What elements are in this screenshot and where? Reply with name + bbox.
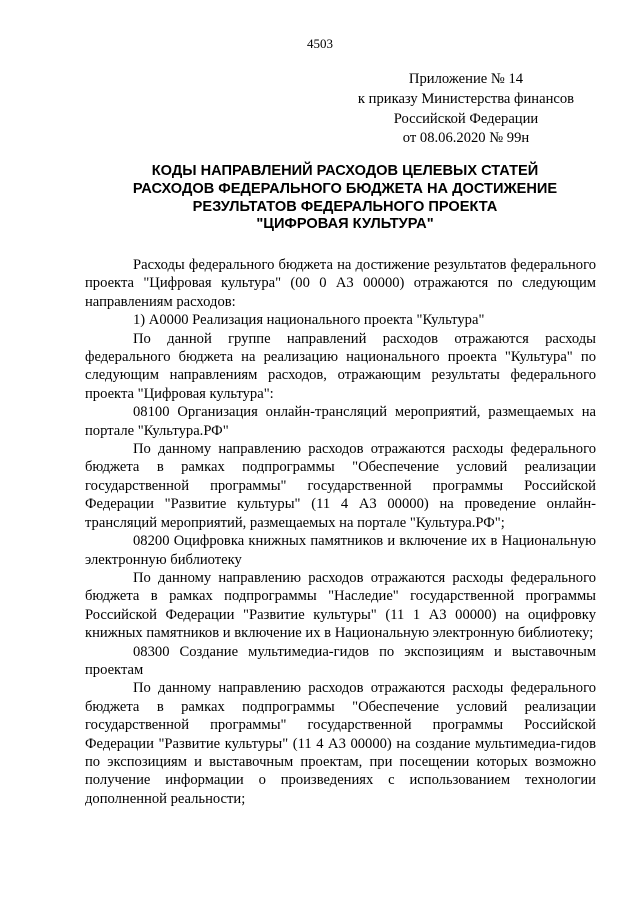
- title-line: КОДЫ НАПРАВЛЕНИЙ РАСХОДОВ ЦЕЛЕВЫХ СТАТЕЙ: [151, 163, 539, 179]
- title-line: "ЦИФРОВАЯ КУЛЬТУРА": [256, 216, 434, 233]
- approval-date: от 08.06.2020 № 99н: [402, 130, 530, 147]
- document-title: [82, 163, 608, 234]
- paragraph-code-08200: 08200 Оцифровка книжных памятников и включение их в Национальную электронную библиотеку: [85, 533, 596, 568]
- approval-order: к приказу Министерства финансов: [357, 90, 575, 107]
- page-number: 4503: [307, 36, 333, 51]
- paragraph-code-08300-description: По данному направлению расходов отражаются расходы федерального бюджета в рамках подпрограммы "Обеспечение условий реализации государственной программы" государственной программы Российской Федерации "Развитие культуры" (11 4 А3 00000) на создание мультимедиа-гидов по экспозициям и выставочным проектам, при посещении которых возможно получение информации о произведениях с использованием технологии дополненной реальности;: [85, 680, 596, 807]
- paragraph-code-08100-description: По данному направлению расходов отражаются расходы федерального бюджета в рамках подпрограммы "Обеспечение условий реализации государственной программы" государственной программы Российской Федерации "Развитие культуры" (11 4 А3 00000) на проведение онлайн-трансляций мероприятий, размещаемых на портале "Культура.РФ";: [85, 441, 596, 531]
- title-line: РАСХОДОВ ФЕДЕРАЛЬНОГО БЮДЖЕТА НА ДОСТИЖЕНИЕ: [132, 180, 558, 197]
- paragraph-section-heading: 1) А0000 Реализация национального проекта "Культура": [133, 312, 485, 329]
- approval-country: Российской Федерации: [393, 110, 539, 127]
- paragraph-code-08200-description: По данному направлению расходов отражаются расходы федерального бюджета в рамках подпрограммы "Наследие" государственной программы Российской Федерации "Развитие культуры" (11 1 А3 00000) на оцифровку книжных памятников и включение их в Национальную электронную библиотеку;: [85, 569, 596, 642]
- paragraph-intro: Расходы федерального бюджета на достижение результатов федерального проекта "Цифровая культура" (00 0 А3 00000) отражаются по следующим направлениям расходов:: [85, 257, 596, 310]
- paragraph-code-08100: 08100 Организация онлайн-трансляций мероприятий, размещаемых на портале "Культура.РФ": [85, 404, 596, 439]
- paragraph-section-description: По данной группе направлений расходов отражаются расходы федерального бюджета на реализацию национального проекта "Культура" по следующим направлениям расходов, отражающим результаты федерального проекта "Цифровая культура":: [85, 330, 596, 402]
- paragraph-code-08300: 08300 Создание мультимедиа-гидов по экспозициям и выставочным проектам: [85, 643, 596, 678]
- title-line: РЕЗУЛЬТАТОВ ФЕДЕРАЛЬНОГО ПРОЕКТА: [192, 198, 498, 215]
- document-body: [85, 256, 596, 808]
- approval-appendix: Приложение № 14: [408, 71, 524, 87]
- approval-block: [346, 70, 586, 149]
